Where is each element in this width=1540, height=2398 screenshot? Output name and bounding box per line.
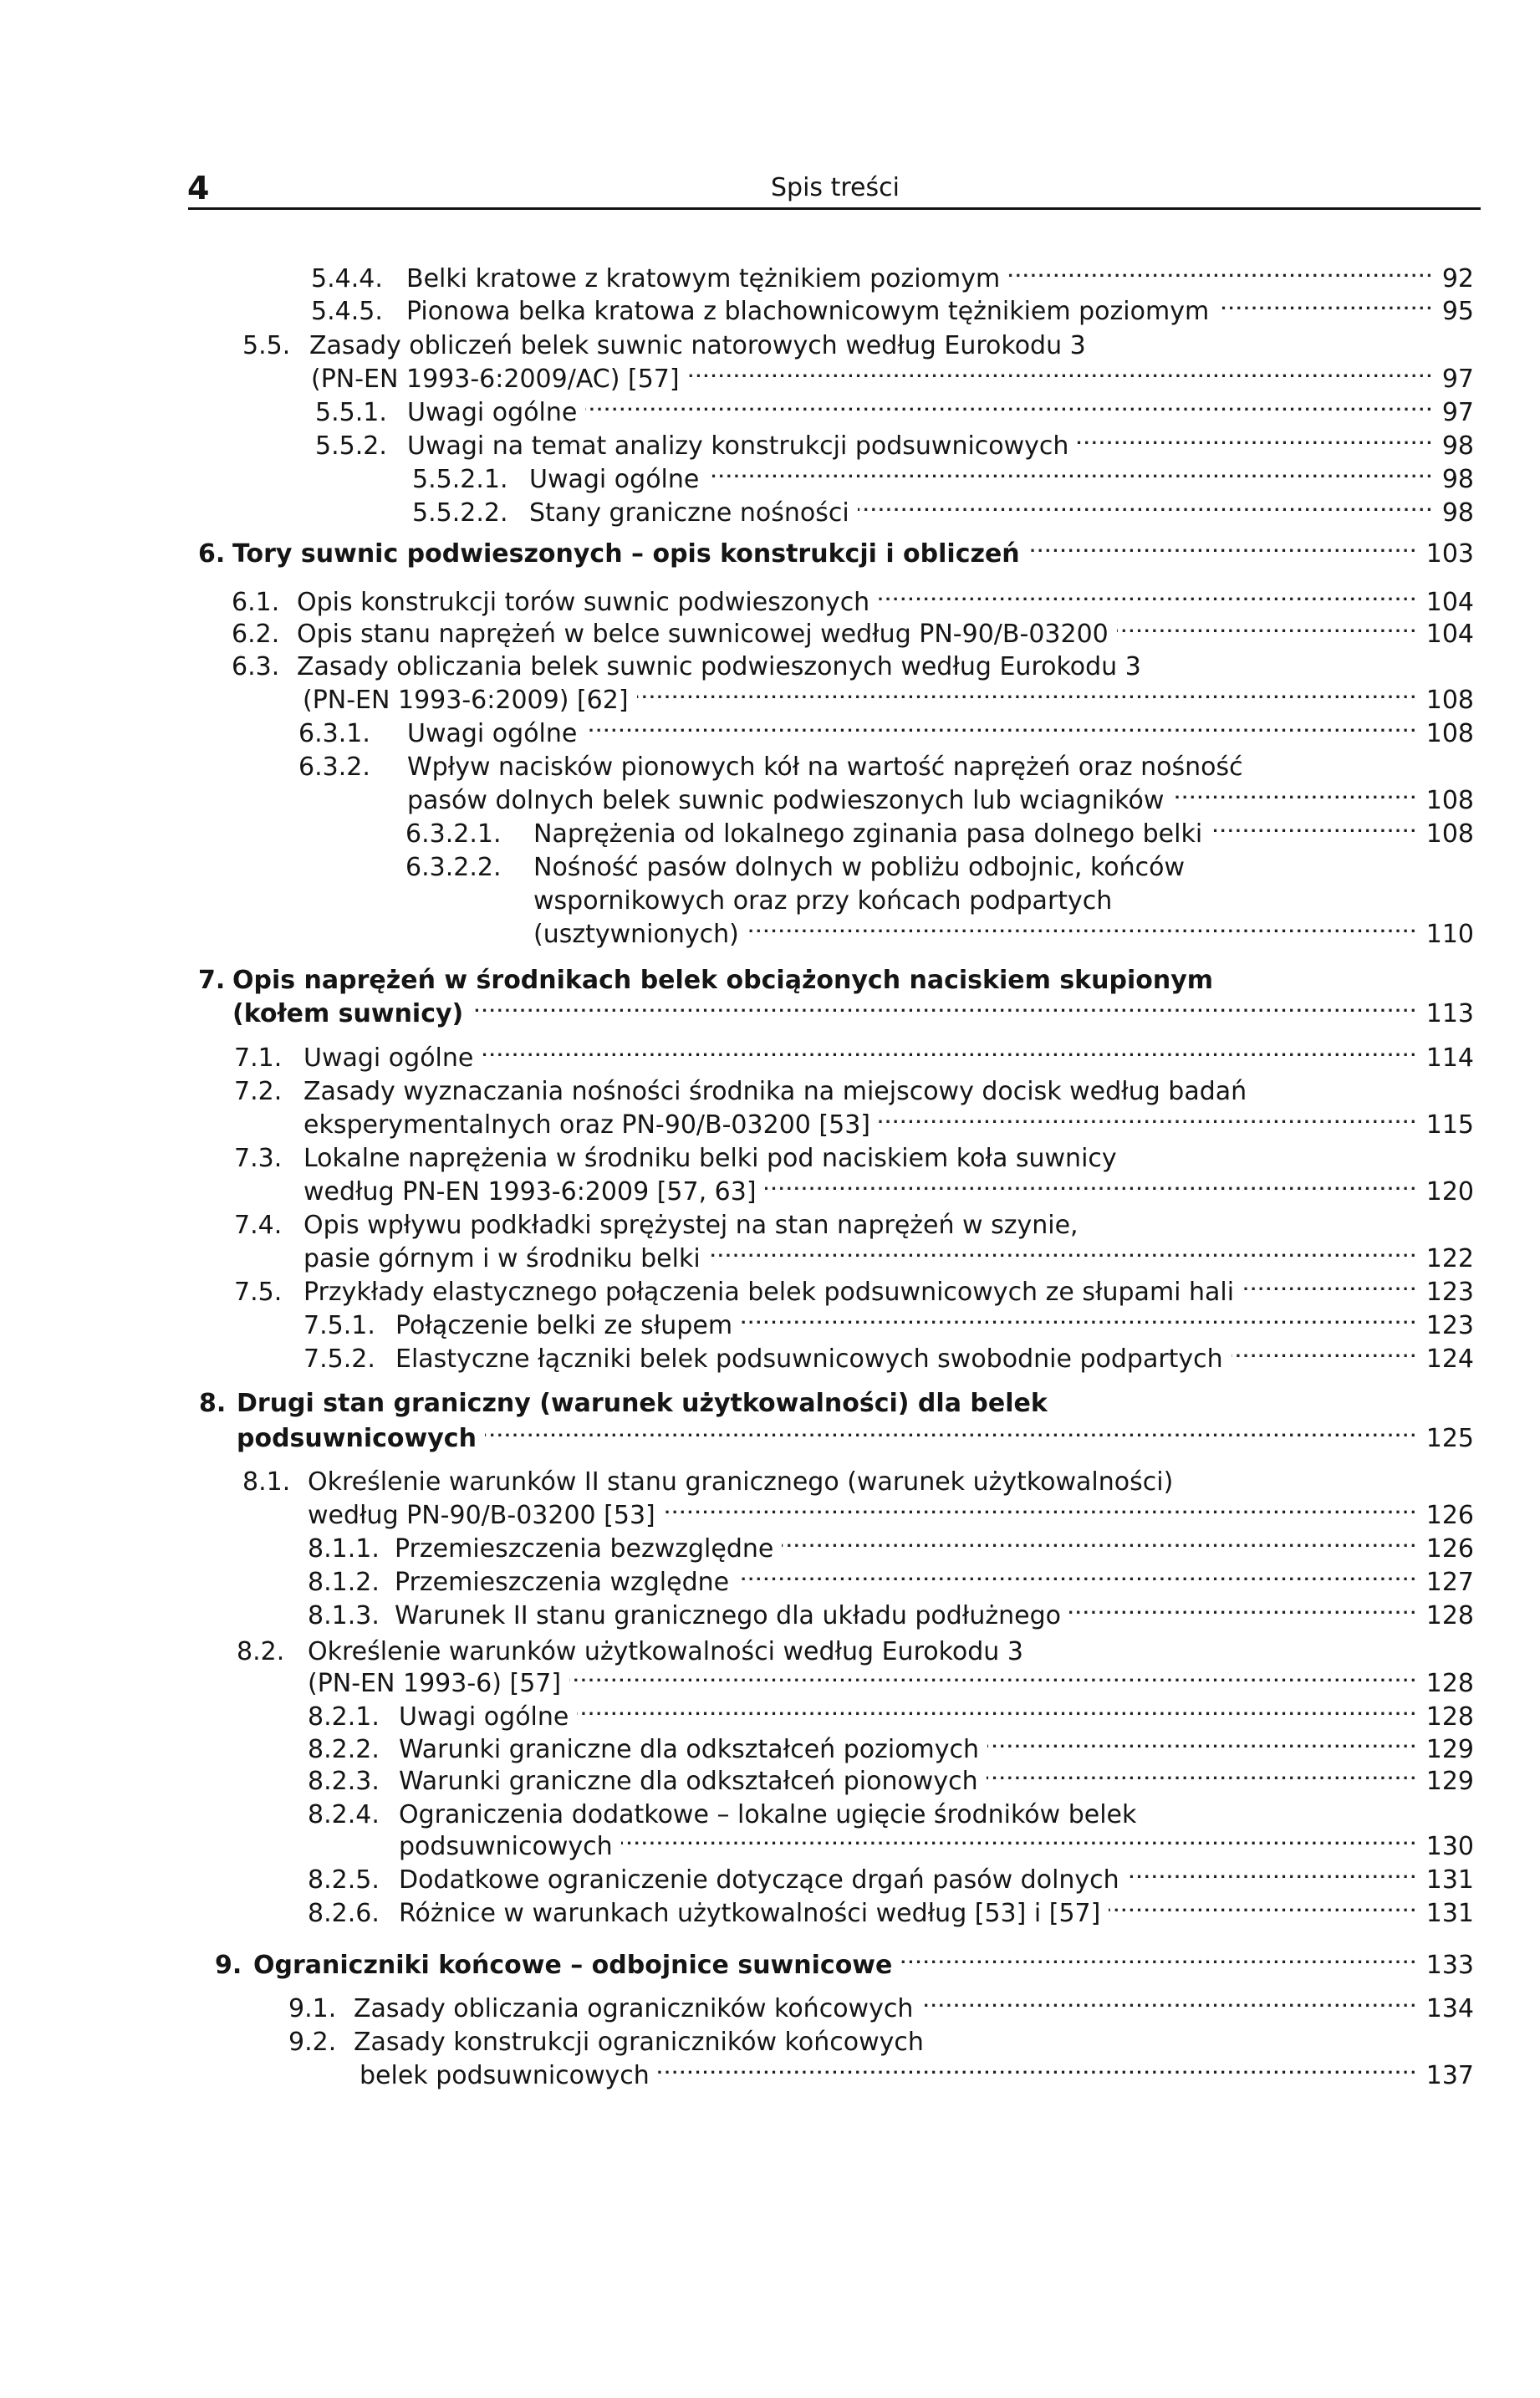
toc-entry-title: Uwagi ogólne (399, 1702, 569, 1732)
toc-entry-page: 123 (1425, 1278, 1474, 1307)
toc-entry-number: 8.2.1. (308, 1702, 380, 1732)
toc-entry-number: 7.4. (234, 1211, 283, 1240)
toc-entry[interactable] (232, 577, 1474, 617)
dot-leader (1128, 1855, 1415, 1888)
toc-entry-title: pasów dolnych belek suwnic podwieszonych lub wciagników (407, 786, 1165, 815)
toc-entry-title: Przemieszczenia względne (395, 1568, 730, 1597)
toc-entry-page: 98 (1441, 498, 1474, 528)
toc-entry[interactable] (298, 708, 1474, 748)
dot-leader (1117, 609, 1415, 642)
dot-leader (621, 1821, 1415, 1855)
toc-entry-number: 5.5.2.2. (412, 498, 508, 528)
toc-entry-number: 7.5.2. (303, 1344, 375, 1374)
toc-entry[interactable] (308, 1855, 1474, 1895)
dot-leader (782, 1523, 1414, 1557)
toc-entry-page: 114 (1425, 1043, 1474, 1073)
toc-entry-title: (PN-EN 1993-6:2009/AC) [57] (311, 365, 680, 394)
toc-entry[interactable] (308, 1888, 1474, 1928)
dot-leader (1217, 286, 1430, 319)
toc-entry-number: 6.3.2.2. (405, 853, 502, 882)
toc-entry[interactable] (234, 1066, 1474, 1106)
toc-entry-title: Zasady wyznaczania nośności środnika na miejscowy docisk według badań (303, 1077, 1247, 1106)
toc-entry-title: Przykłady elastycznego połączenia belek podsuwnicowych ze słupami hali (303, 1278, 1235, 1307)
toc-entry-title: (usztywnionych) (533, 920, 739, 949)
toc-entry-title: Określenie warunków II stanu granicznego (warunek użytkowalności) (308, 1467, 1174, 1497)
toc-entry-page: 120 (1425, 1177, 1474, 1207)
toc-entry-title: (kołem suwnicy) (232, 999, 464, 1028)
toc-entry-title: wspornikowych oraz przy końcach podpartych (533, 886, 1113, 916)
toc-entry-number: 8.2.6. (308, 1899, 380, 1928)
toc-entry-title: Połączenie belki ze słupem (395, 1311, 733, 1340)
toc-entry-number: 6. (198, 539, 226, 569)
toc-entry-continuation[interactable] (303, 1166, 1474, 1207)
toc-entry-page: 133 (1425, 1951, 1474, 1980)
dot-leader (1008, 253, 1430, 287)
toc-entry-title: Różnice w warunkach użytkowalności według [53] i [57] (399, 1899, 1101, 1928)
toc-entry[interactable] (412, 487, 1474, 528)
toc-entry-number: 6.3.2. (298, 753, 370, 782)
toc-entry[interactable] (308, 1756, 1474, 1796)
toc-entry-title: Warunki graniczne dla odkształceń pionowych (399, 1767, 978, 1796)
toc-entry-title: Warunek II stanu granicznego dla układu podłużnego (395, 1601, 1061, 1630)
running-title: Spis treści (771, 173, 900, 202)
toc-entry-number: 6.1. (232, 588, 280, 617)
toc-entry-continuation[interactable] (303, 675, 1474, 715)
toc-entry[interactable] (242, 1457, 1474, 1497)
toc-entry-continuation[interactable] (533, 875, 1474, 916)
toc-entry-title: Ograniczniki końcowe – odbojnice suwnicowe (253, 1951, 893, 1980)
toc-entry-title: Zasady konstrukcji ograniczników końcowych (354, 2028, 924, 2057)
toc-entry-title: eksperymentalnych oraz PN-90/B-03200 [53] (303, 1110, 870, 1140)
toc-entry-number: 7.5. (234, 1278, 283, 1307)
toc-entry-page: 129 (1425, 1735, 1474, 1764)
dot-leader (709, 1233, 1415, 1267)
toc-entry-page: 103 (1425, 539, 1474, 569)
toc-entry[interactable] (298, 742, 1474, 782)
toc-entry-page: 104 (1425, 588, 1474, 617)
toc-entry-page: 97 (1441, 365, 1474, 394)
toc-entry-title: Tory suwnic podwieszonych – opis konstrukcji i obliczeń (232, 539, 1020, 569)
toc-entry-title: podsuwnicowych (237, 1424, 477, 1453)
dot-leader (1242, 1267, 1415, 1300)
dot-leader (1028, 528, 1415, 562)
dot-leader (1172, 775, 1414, 809)
toc-entry-number: 5.4.5. (311, 297, 383, 326)
dot-leader (1077, 421, 1430, 454)
toc-entry-number: 7.5.1. (303, 1311, 375, 1340)
dot-leader (482, 1033, 1414, 1066)
toc-entry-title: Zasady obliczania belek suwnic podwieszonych według Eurokodu 3 (297, 652, 1141, 681)
toc-entry-continuation[interactable] (303, 1100, 1474, 1140)
toc-entry-continuation[interactable] (311, 354, 1474, 394)
toc-entry-number: 8.1.2. (308, 1568, 380, 1597)
toc-entry-number: 6.3. (232, 652, 280, 681)
toc-entry-title: (PN-EN 1993-6:2009) [62] (303, 686, 629, 715)
toc-entry[interactable] (315, 387, 1474, 427)
toc-entry-title: Stany graniczne nośności (529, 498, 849, 528)
toc-entry-number: 9. (215, 1951, 242, 1980)
dot-leader (485, 1413, 1415, 1446)
toc-entry[interactable] (288, 2017, 1474, 2057)
toc-entry-number: 7.2. (234, 1077, 283, 1106)
dot-leader (472, 988, 1414, 1022)
toc-entry-page: 128 (1425, 1702, 1474, 1732)
toc-entry-title: Uwagi ogólne (407, 719, 578, 748)
toc-entry-page: 137 (1425, 2061, 1474, 2090)
toc-entry-title: Pionowa belka kratowa z blachownicowym tężnikiem poziomym (406, 297, 1210, 326)
toc-entry-page: 124 (1425, 1344, 1474, 1374)
toc-entry-page: 130 (1425, 1832, 1474, 1861)
toc-entry-page: 123 (1425, 1311, 1474, 1340)
toc-entry-title: Dodatkowe ograniczenie dotyczące drgań pasów dolnych (399, 1865, 1119, 1895)
toc-entry[interactable] (303, 1300, 1474, 1340)
toc-entry-number: 6.2. (232, 620, 280, 649)
toc-entry[interactable] (288, 1983, 1474, 2023)
toc-entry[interactable] (412, 454, 1474, 494)
toc-entry-title: Uwagi ogólne (303, 1043, 474, 1073)
toc-entry[interactable] (237, 1626, 1474, 1666)
toc-entry-continuation[interactable] (308, 1490, 1474, 1530)
dot-leader (1211, 809, 1415, 842)
toc-entry-page: 134 (1425, 1994, 1474, 2023)
toc-entry-title: podsuwnicowych (399, 1832, 613, 1861)
dot-leader (577, 1691, 1414, 1725)
toc-entry-title: Wpływ nacisków pionowych kół na wartość naprężeń oraz nośność (407, 753, 1243, 782)
toc-entry-title: Opis stanu naprężeń w belce suwnicowej według PN-90/B-03200 (297, 620, 1109, 649)
toc-entry-page: 115 (1425, 1110, 1474, 1140)
toc-entry-page: 98 (1441, 465, 1474, 494)
toc-entry-number: 8.2.5. (308, 1865, 380, 1895)
toc-entry-title: belek podsuwnicowych (360, 2061, 650, 2090)
toc-entry[interactable] (234, 1200, 1474, 1240)
toc-entry[interactable] (308, 1789, 1474, 1829)
toc-entry-page: 131 (1425, 1865, 1474, 1895)
header-rule (188, 207, 1481, 210)
toc-entry[interactable] (242, 320, 1474, 360)
toc-entry-title: Drugi stan graniczny (warunek użytkowalności) dla belek (237, 1389, 1048, 1418)
toc-entry-page: 108 (1425, 719, 1474, 748)
toc-entry-page: 108 (1425, 819, 1474, 849)
toc-entry-number: 8.1. (242, 1467, 291, 1497)
toc-entry-number: 8.2.2. (308, 1735, 380, 1764)
toc-entry-number: 7.1. (234, 1043, 283, 1073)
toc-entry-title: Warunki graniczne dla odkształceń poziomych (399, 1735, 980, 1764)
toc-entry[interactable] (234, 1033, 1474, 1073)
toc-entry-page: 125 (1425, 1424, 1474, 1453)
dot-leader (664, 1490, 1415, 1523)
toc-entry-number: 8. (199, 1389, 227, 1418)
toc-entry-number: 5.5. (242, 331, 291, 360)
dot-leader (987, 1724, 1415, 1758)
toc-entry-page: 131 (1425, 1899, 1474, 1928)
toc-entry-title: Zasady obliczeń belek suwnic natorowych według Eurokodu 3 (309, 331, 1086, 360)
toc-entry-title: Naprężenia od lokalnego zginania pasa dolnego belki (533, 819, 1203, 849)
dot-leader (1109, 1888, 1414, 1921)
toc-entry-page: 108 (1425, 686, 1474, 715)
toc-entry-page: 110 (1425, 920, 1474, 949)
toc-entry-title: Opis naprężeń w środnikach belek obciążonych naciskiem skupionym (232, 966, 1214, 995)
toc-entry-continuation[interactable] (407, 775, 1474, 815)
toc-entry-number: 6.3.2.1. (405, 819, 502, 849)
toc-entry-page: 128 (1425, 1669, 1474, 1698)
toc-entry[interactable] (315, 421, 1474, 461)
toc-entry-number: 9.2. (288, 2028, 337, 2057)
toc-entry[interactable] (308, 1724, 1474, 1764)
toc-entry[interactable] (308, 1691, 1474, 1732)
toc-entry-title: Belki kratowe z kratowym tężnikiem poziomym (406, 264, 1001, 293)
toc-entry-title: Uwagi ogólne (407, 398, 578, 427)
dot-leader (585, 387, 1430, 421)
toc-entry-number: 8.2. (237, 1637, 285, 1666)
toc-entry-title: Przemieszczenia bezwzględne (395, 1534, 774, 1564)
toc-entry-title: (PN-EN 1993-6) [57] (308, 1669, 562, 1698)
toc-entry-page: 126 (1425, 1534, 1474, 1564)
toc-entry-number: 5.5.1. (315, 398, 387, 427)
dot-leader (585, 708, 1414, 742)
toc-entry-number: 8.2.3. (308, 1767, 380, 1796)
toc-entry-title: Uwagi ogólne (529, 465, 700, 494)
toc-entry-number: 5.5.2. (315, 431, 387, 461)
dot-leader (1231, 1334, 1415, 1367)
toc-entry-title: Nośność pasów dolnych w pobliżu odbojnic, końców (533, 853, 1186, 882)
dot-leader (569, 1658, 1415, 1691)
toc-entry[interactable] (232, 609, 1474, 649)
dot-leader (637, 675, 1415, 708)
toc-entry-number: 9.1. (288, 1994, 337, 2023)
toc-entry-title: Zasady obliczania ograniczników końcowych (354, 1994, 914, 2023)
toc-entry-page: 113 (1425, 999, 1474, 1028)
dot-leader (987, 1756, 1415, 1789)
toc-entry-page: 122 (1425, 1244, 1474, 1273)
dot-leader (921, 1983, 1414, 2017)
toc-entry-continuation[interactable] (533, 909, 1474, 949)
toc-chapter-continuation[interactable] (232, 988, 1474, 1028)
toc-entry-page: 128 (1425, 1601, 1474, 1630)
toc-chapter-continuation[interactable] (237, 1413, 1474, 1453)
toc-chapter[interactable] (198, 955, 1474, 995)
toc-entry-number: 5.4.4. (311, 264, 383, 293)
toc-chapter[interactable] (215, 1940, 1474, 1980)
toc-entry-title: Lokalne naprężenia w środniku belki pod naciskiem koła suwnicy (303, 1144, 1117, 1173)
toc-entry-title: Uwagi na temat analizy konstrukcji podsuwnicowych (407, 431, 1069, 461)
toc-entry-number: 8.1.1. (308, 1534, 380, 1564)
toc-entry-continuation[interactable] (360, 2050, 1474, 2090)
toc-entry[interactable] (234, 1133, 1474, 1173)
toc-entry[interactable] (232, 641, 1474, 681)
toc-entry-title: Elastyczne łączniki belek podsuwnicowych swobodnie podpartych (395, 1344, 1223, 1374)
page-number: 4 (187, 170, 210, 207)
toc-entry-page: 92 (1441, 264, 1474, 293)
dot-leader (747, 909, 1415, 942)
dot-leader (707, 454, 1430, 487)
toc-entry-number: 8.2.4. (308, 1800, 380, 1829)
dot-leader (688, 354, 1430, 387)
toc-entry[interactable] (308, 1590, 1474, 1630)
toc-chapter[interactable] (198, 528, 1474, 569)
toc-entry-page: 104 (1425, 620, 1474, 649)
toc-entry-number: 7.3. (234, 1144, 283, 1173)
toc-entry-page: 98 (1441, 431, 1474, 461)
toc-entry-title: pasie górnym i w środniku belki (303, 1244, 701, 1273)
toc-entry-title: Ograniczenia dodatkowe – lokalne ugięcie środników belek (399, 1800, 1137, 1829)
toc-entry-continuation[interactable] (303, 1233, 1474, 1273)
toc-entry[interactable] (308, 1557, 1474, 1597)
dot-leader (900, 1940, 1414, 1973)
toc-entry-page: 95 (1441, 297, 1474, 326)
dot-leader (765, 1166, 1415, 1200)
toc-entry-number: 7. (198, 966, 226, 995)
toc-entry-number: 8.1.3. (308, 1601, 380, 1630)
toc-entry-page: 129 (1425, 1767, 1474, 1796)
toc-entry-number: 6.3.1. (298, 719, 370, 748)
toc-entry-title: według PN-90/B-03200 [53] (308, 1501, 655, 1530)
toc-entry-number: 5.5.2.1. (412, 465, 508, 494)
dot-leader (741, 1300, 1415, 1334)
toc-chapter[interactable] (199, 1378, 1474, 1418)
toc-entry-page: 126 (1425, 1501, 1474, 1530)
toc-entry-continuation[interactable] (308, 1658, 1474, 1698)
toc-entry-page: 127 (1425, 1568, 1474, 1597)
toc-entry[interactable] (308, 1523, 1474, 1564)
toc-entry-continuation[interactable] (399, 1821, 1474, 1861)
toc-entry[interactable] (311, 286, 1474, 326)
dot-leader (878, 577, 1415, 610)
dot-leader (879, 1100, 1415, 1133)
toc-entry-title: Określenie warunków użytkowalności według Eurokodu 3 (308, 1637, 1023, 1666)
dot-leader (737, 1557, 1415, 1590)
toc-entry[interactable] (303, 1334, 1474, 1374)
dot-leader (858, 487, 1430, 521)
dot-leader (1069, 1590, 1415, 1624)
toc-entry[interactable] (405, 809, 1474, 849)
toc-entry[interactable] (311, 253, 1474, 293)
toc-entry-page: 108 (1425, 786, 1474, 815)
toc-entry[interactable] (234, 1267, 1474, 1307)
toc-entry-title: według PN-EN 1993-6:2009 [57, 63] (303, 1177, 757, 1207)
toc-entry-page: 97 (1441, 398, 1474, 427)
toc-entry[interactable] (405, 842, 1474, 882)
toc-entry-title: Opis konstrukcji torów suwnic podwieszonych (297, 588, 870, 617)
toc-entry-title: Opis wpływu podkładki sprężystej na stan naprężeń w szynie, (303, 1211, 1079, 1240)
dot-leader (658, 2050, 1415, 2084)
